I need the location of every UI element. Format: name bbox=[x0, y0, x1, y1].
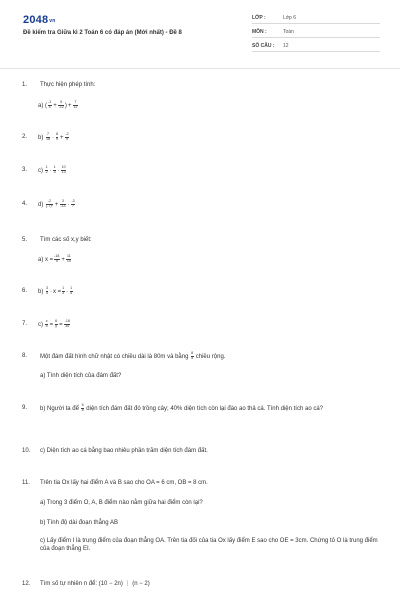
math-expression: d) $\frac{-2}{\text{(-7)²}}$ + $\frac{3}{-13}$ · $\frac{-3}{7}$ bbox=[38, 199, 75, 208]
page-header bbox=[0, 0, 400, 60]
header-divider bbox=[0, 68, 400, 69]
question-number: 1. bbox=[22, 82, 28, 88]
question-number: 12. bbox=[22, 581, 31, 587]
question-number: 10. bbox=[22, 448, 31, 454]
question-text: c) Diện tích ao cá bằng bao nhiêu phần trăm diện tích đám đất. bbox=[40, 448, 208, 454]
math-expression: a) x = $\frac{-18}{5}$ + $\frac{11}{10}$ bbox=[38, 254, 71, 263]
sub-label: a) bbox=[38, 256, 44, 263]
sub-label: c) bbox=[38, 167, 43, 174]
meta-key: LỚP : bbox=[252, 15, 266, 21]
question-text: Thực hiện phép tính: bbox=[40, 82, 96, 88]
question-number: 2. bbox=[22, 134, 28, 140]
sub-label: a) bbox=[38, 102, 44, 109]
question-text: Trên tia Ox lấy hai điểm A và B sao cho OA = 6 cm, OB = 8 cm. bbox=[40, 480, 208, 486]
meta-value: 12 bbox=[283, 43, 289, 49]
meta-value: Lớp 6 bbox=[283, 15, 297, 21]
math-expression: b) $\frac{3}{4}$ ·x = $\frac{1}{3}$ · $\frac{1}{4}$ bbox=[38, 286, 73, 295]
sub-label: c) bbox=[38, 321, 43, 328]
meta-key: MÔN : bbox=[252, 29, 267, 35]
sub-question: a) Tính diện tích của đám đất? bbox=[40, 373, 122, 379]
meta-row-subject bbox=[252, 28, 380, 38]
math-expression: a) ( $\frac{-1}{4}$ + $\frac{5}{-12}$ )+ $\frac{7}{12}$ bbox=[38, 100, 78, 109]
question-text: Một đám đất hình chữ nhật có chiều dài là 80m và bằng $\frac{8}{5}$ chiều rộng. bbox=[40, 351, 226, 360]
sub-label: d) bbox=[38, 201, 44, 208]
question-number: 4. bbox=[22, 201, 28, 207]
math-expression: b) $\frac{7}{18}$ · $\frac{8}{9}$ + $\frac{-2}{9}$ bbox=[38, 132, 69, 141]
question-number: 3. bbox=[22, 167, 28, 173]
sub-question: b) Tính độ dài đoạn thẳng AB bbox=[40, 520, 118, 526]
question-number: 11. bbox=[22, 480, 30, 486]
page-title: Đề kiểm tra Giữa kì 2 Toán 6 có đáp án (Mới nhất) - Đề 8 bbox=[23, 30, 182, 36]
sub-label: b) bbox=[38, 134, 44, 141]
question-text: Tìm số tự nhiên n để: (10 − 2n) ⋮ (n − 2) bbox=[40, 581, 150, 587]
sub-question: c) Lấy điểm I là trung điểm của đoạn thẳng OA. Trên tia đối của tia Ox lấy điểm E sao cho OE = 3cm. Chứng tỏ O là trung điểm của đoạn thẳng EI. bbox=[40, 538, 378, 552]
meta-row-class bbox=[252, 14, 380, 24]
question-number: 5. bbox=[22, 237, 28, 243]
question-number: 6. bbox=[22, 288, 28, 294]
meta-key: SỐ CÂU : bbox=[252, 43, 275, 49]
question-number: 9. bbox=[22, 405, 28, 411]
question-text: b) Người ta để $\frac{5}{8}$ diện tích đám đất đó trồng cây; 40% diện tích còn lại đào ao thả cá. Tính diện tích ao cá? bbox=[40, 403, 323, 412]
math-expression: c) $\frac{1}{2}$ · $\frac{1}{3}$ · $\frac{10}{13}$ bbox=[38, 165, 66, 174]
question-number: 7. bbox=[22, 321, 28, 327]
math-expression: c) $\frac{x}{5}$ = $\frac{6}{y}$ = $\frac{-18}{30}$ bbox=[38, 319, 70, 328]
sub-question: a) Trong 3 điểm O, A, B điểm nào nằm giữa hai điểm còn lại? bbox=[40, 500, 203, 506]
meta-value: Toán bbox=[283, 29, 294, 35]
question-number: 8. bbox=[22, 353, 28, 359]
meta-row-count bbox=[252, 42, 380, 52]
site-logo[interactable]: $2048_{vn}$ bbox=[23, 14, 56, 26]
sub-label: b) bbox=[38, 288, 44, 295]
question-text: Tìm các số x,y biết: bbox=[40, 237, 92, 243]
